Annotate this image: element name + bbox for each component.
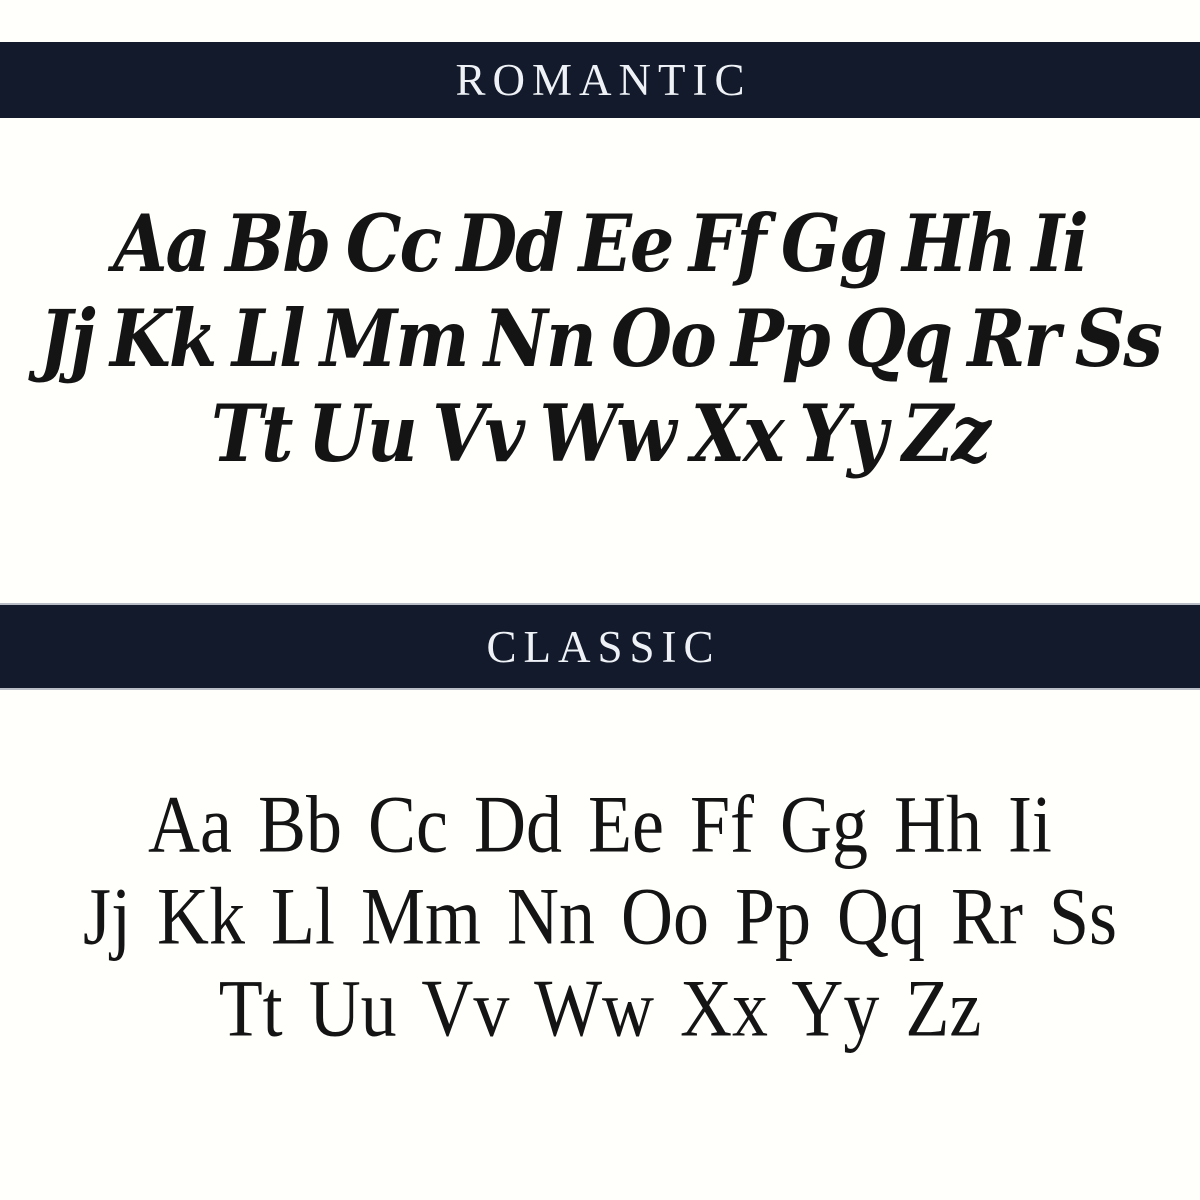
romantic-alphabet-line-2: Jj Kk Ll Mm Nn Oo Pp Qq Rr Ss [39, 292, 1161, 385]
romantic-alphabet-line-3: Tt Uu Vv Ww Xx Yy Zz [211, 387, 989, 480]
classic-alphabet-line-1: Aa Bb Cc Dd Ee Ff Gg Hh Ii [148, 778, 1052, 870]
romantic-header-bar [0, 42, 1200, 118]
classic-title: CLASSIC [486, 621, 721, 672]
romantic-alphabet-line-1: Aa Bb Cc Dd Ee Ff Gg Hh Ii [113, 197, 1087, 290]
classic-alphabet-line-2: Jj Kk Ll Mm Nn Oo Pp Qq Rr Ss [82, 870, 1118, 962]
romantic-title: ROMANTIC [455, 55, 752, 105]
classic-header-bar [0, 605, 1200, 688]
romantic-alphabet [0, 196, 1200, 481]
classic-alphabet [0, 778, 1200, 1054]
classic-alphabet-line-3: Tt Uu Vv Ww Xx Yy Zz [218, 962, 982, 1054]
